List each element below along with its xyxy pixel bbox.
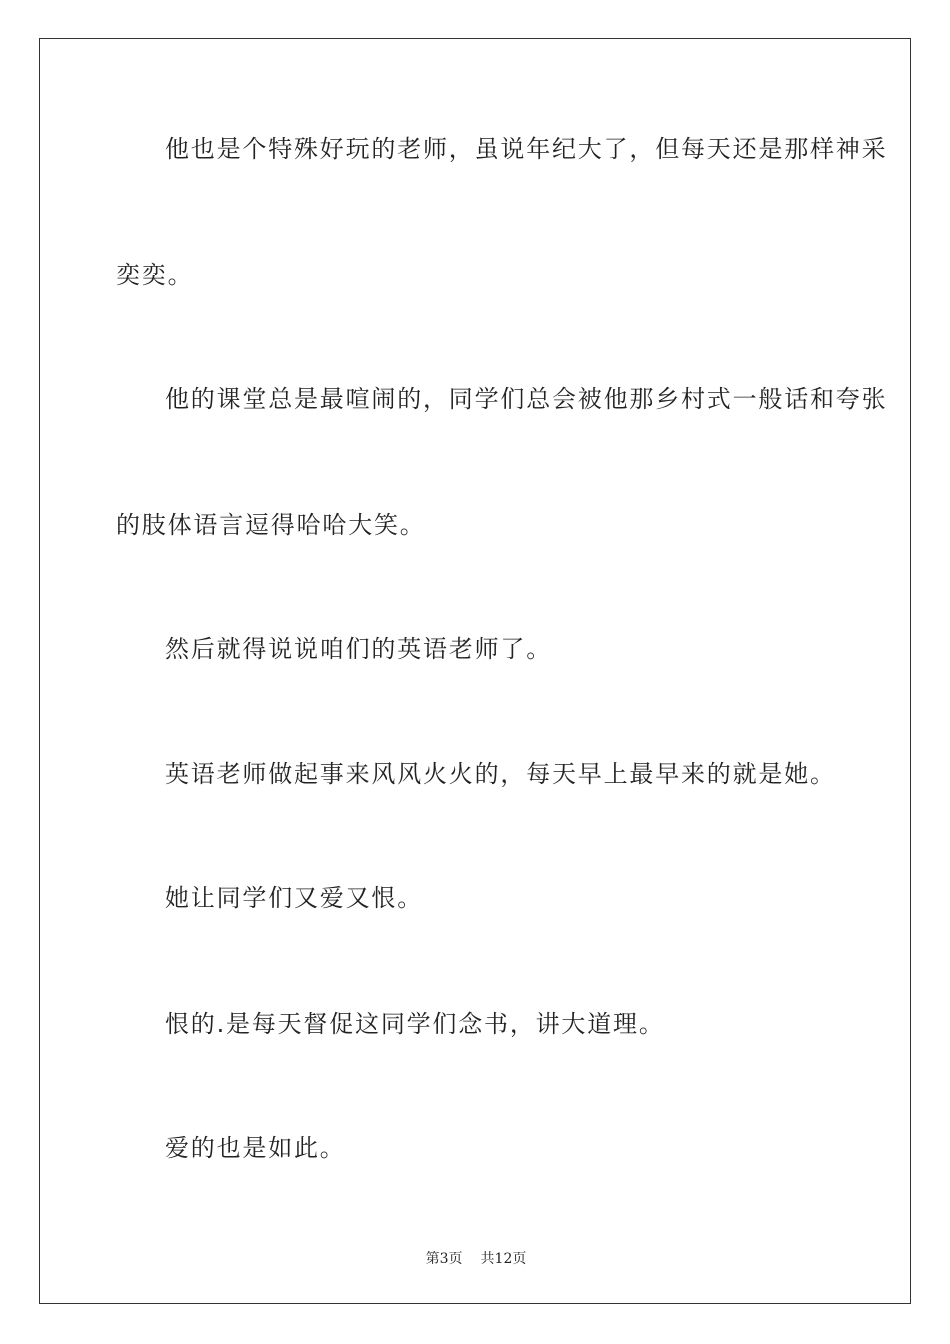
paragraph-line: 她让同学们又爱又恨。 bbox=[165, 884, 423, 912]
page-footer bbox=[40, 1248, 912, 1268]
paragraph-line: 爱的也是如此。 bbox=[165, 1134, 346, 1162]
page-total: 共12页 bbox=[480, 1251, 527, 1267]
paragraph-line: 然后就得说说咱们的英语老师了。 bbox=[165, 635, 552, 663]
paragraph-line: 他也是个特殊好玩的老师，虽说年纪大了，但每天还是那样神采 bbox=[165, 135, 888, 163]
paragraph-line: 他的课堂总是最喧闹的，同学们总会被他那乡村式一般话和夸张 bbox=[165, 385, 888, 413]
paragraph-line: 奕奕。 bbox=[116, 261, 194, 289]
page-number: 第3页 bbox=[425, 1251, 463, 1267]
paragraph-line: 英语老师做起事来风风火火的，每天早上最早来的就是她。 bbox=[165, 760, 836, 788]
page-frame bbox=[39, 38, 911, 1304]
paragraph-line: 恨的.是每天督促这同学们念书，讲大道理。 bbox=[165, 1010, 665, 1038]
paragraph-line: 的肢体语言逗得哈哈大笑。 bbox=[116, 511, 426, 539]
